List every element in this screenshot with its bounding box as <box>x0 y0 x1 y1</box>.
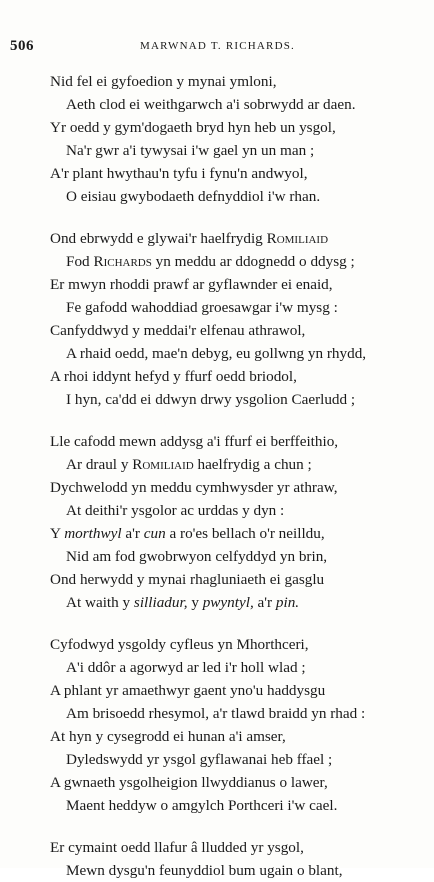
proper-name: Romiliaid <box>132 456 194 473</box>
poem-line: A rhoi iddynt hefyd y ffurf oedd briodol, <box>50 368 297 385</box>
italic-word: silliadur, <box>133 594 188 611</box>
poem-line: Ond ebrwydd e glywai'r haelfrydig Romiliaid <box>50 230 329 247</box>
page-number: 506 <box>10 38 34 54</box>
poem-line: At hyn y cysegrodd ei hunan a'i amser, <box>50 728 286 745</box>
proper-name: Romiliaid <box>266 230 329 247</box>
running-title: MARWNAD T. RICHARDS. <box>140 40 295 52</box>
poem-line: Er cymaint oedd llafur â lludded yr ysgol, <box>50 839 304 856</box>
poem-line: Dychwelodd yn meddu cymhwysder yr athraw, <box>50 479 338 496</box>
poem-line: Ar draul y Romiliaid haelfrydig a chun ; <box>66 456 312 473</box>
poem-line: Yr oedd y gym'dogaeth bryd hyn heb un ysgol, <box>50 119 336 136</box>
italic-word: cun <box>143 525 166 542</box>
poem-line: Cyfodwyd ysgoldy cyfleus yn Mhorthceri, <box>50 636 309 653</box>
poem-line: Nid fel ei gyfoedion y mynai ymloni, <box>50 73 277 90</box>
stanza-gap <box>0 614 434 633</box>
stanza <box>0 227 434 411</box>
poem-line: I hyn, ca'dd ei ddwyn drwy ysgolion Caerludd ; <box>66 391 356 408</box>
poem-line: Na'r gwr a'i tywysai i'w gael yn un man ; <box>66 142 315 159</box>
poem-line: Dyledswydd yr ysgol gyflawanai heb ffael ; <box>66 751 333 768</box>
stanza-gap <box>0 208 434 227</box>
poem-line: Nid am fod gwobrwyon celfyddyd yn brin, <box>66 548 328 565</box>
poem-body <box>0 70 434 882</box>
italic-word: morthwyl <box>64 525 122 542</box>
page-header <box>10 38 424 58</box>
stanza <box>0 836 434 882</box>
poem-line: A rhaid oedd, mae'n debyg, eu gollwng yn rhydd, <box>66 345 367 362</box>
stanza-gap <box>0 817 434 836</box>
poem-line: At deithi'r ysgolor ac urddas y dyn : <box>66 502 285 519</box>
poem-line: Mewn dysgu'n feunyddiol bum ugain o blant, <box>66 862 343 879</box>
poem-line: A gwnaeth ysgolheigion llwyddianus o lawer, <box>50 774 328 791</box>
italic-word: pin. <box>275 594 300 611</box>
poem-line: Maent heddyw o amgylch Porthceri i'w cael. <box>66 797 338 814</box>
poem-line: Er mwyn rhoddi prawf ar gyflawnder ei enaid, <box>50 276 333 293</box>
poem-line: Y morthwyl a'r cun a ro'es bellach o'r neilldu, <box>50 525 325 542</box>
poem-line: Am brisoedd rhesymol, a'r tlawd braidd yn rhad : <box>66 705 366 722</box>
poem-line: Lle cafodd mewn addysg a'i ffurf ei berffeithio, <box>50 433 339 450</box>
poem-line: Ond herwydd y mynai rhagluniaeth ei gasglu <box>50 571 325 588</box>
poem-line: Canfyddwyd y meddai'r elfenau athrawol, <box>50 322 306 339</box>
stanza <box>0 430 434 614</box>
poem-line: A'i ddôr a agorwyd ar led i'r holl wlad ; <box>66 659 306 676</box>
stanza <box>0 70 434 208</box>
italic-word: pwyntyl, <box>202 594 254 611</box>
poem-line: A phlant yr amaethwyr gaent yno'u haddysgu <box>50 682 326 699</box>
poem-line: At waith y silliadur, y pwyntyl, a'r pin. <box>66 594 300 611</box>
poem-line: O eisiau gwybodaeth defnyddiol i'w rhan. <box>66 188 321 205</box>
poem-line: Fod Richards yn meddu ar ddognedd o ddysg ; <box>66 253 355 270</box>
proper-name: Richards <box>93 253 152 270</box>
stanza <box>0 633 434 817</box>
poem-line: Fe gafodd wahoddiad groesawgar i'w mysg : <box>66 299 338 316</box>
poem-line: A'r plant hwythau'n tyfu i fynu'n andwyol, <box>50 165 308 182</box>
poem-line: Aeth clod ei weithgarwch a'i sobrwydd ar daen. <box>66 96 356 113</box>
stanza-gap <box>0 411 434 430</box>
